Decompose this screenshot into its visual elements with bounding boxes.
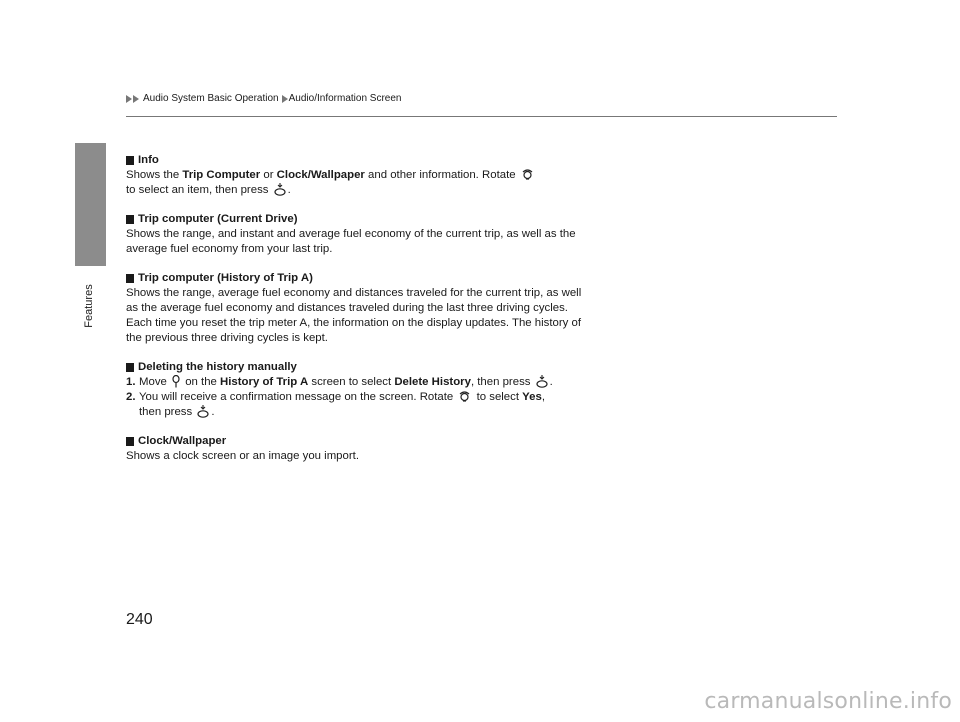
section-tab bbox=[75, 143, 106, 266]
header-divider bbox=[126, 116, 837, 117]
breadcrumb-arrow-icon bbox=[133, 95, 139, 103]
page-number: 240 bbox=[126, 611, 153, 628]
section-body-history: Shows the range, average fuel economy and distances traveled for the current trip, as well as the average fuel economy and distances traveled during the last three driving cycles. bbox=[126, 287, 582, 314]
section-body-current-drive: Shows the range, and instant and average fuel economy of the current trip, as well as the average fuel economy from your last trip. bbox=[126, 228, 576, 255]
breadcrumb-item[interactable]: Audio System Basic Operation bbox=[143, 93, 279, 104]
bullet-square-icon bbox=[126, 437, 134, 446]
breadcrumb-arrow-icon bbox=[282, 95, 288, 103]
breadcrumb bbox=[126, 93, 401, 104]
watermark: carmanualsonline.info bbox=[704, 689, 952, 714]
section-body-history-note: Each time you reset the trip meter A, the information on the display updates. The history of the previous three driving cycles is kept. bbox=[126, 317, 582, 344]
bullet-square-icon bbox=[126, 156, 134, 165]
step-1: 1. Move on the History of Trip A screen to select Delete History, then press . bbox=[126, 376, 553, 388]
press-knob-icon bbox=[197, 405, 209, 418]
step-2: 2. You will receive a confirmation message on the screen. Rotate to select Yes, then press . bbox=[126, 391, 545, 418]
bullet-square-icon bbox=[126, 274, 134, 283]
section-heading-current-drive: Trip computer (Current Drive) bbox=[126, 212, 586, 227]
section-heading-info: Info bbox=[126, 153, 586, 168]
section-heading-clock: Clock/Wallpaper bbox=[126, 434, 586, 449]
section-heading-history: Trip computer (History of Trip A) bbox=[126, 271, 586, 286]
joystick-icon bbox=[172, 375, 180, 388]
section-heading-delete: Deleting the history manually bbox=[126, 360, 586, 375]
breadcrumb-item[interactable]: Audio/Information Screen bbox=[288, 93, 402, 104]
section-body-info: Shows the Trip Computer or Clock/Wallpaper and other information. Rotate to select an item, then press . bbox=[126, 168, 586, 198]
selector-knob-icon bbox=[458, 390, 471, 403]
press-knob-icon bbox=[274, 183, 286, 196]
page-content bbox=[126, 153, 586, 464]
bullet-square-icon bbox=[126, 215, 134, 224]
section-body-clock: Shows a clock screen or an image you import. bbox=[126, 450, 359, 462]
selector-knob-icon bbox=[521, 168, 534, 181]
press-knob-icon bbox=[536, 375, 548, 388]
breadcrumb-arrow-icon bbox=[126, 95, 132, 103]
section-label: Features bbox=[83, 284, 95, 328]
bullet-square-icon bbox=[126, 363, 134, 372]
